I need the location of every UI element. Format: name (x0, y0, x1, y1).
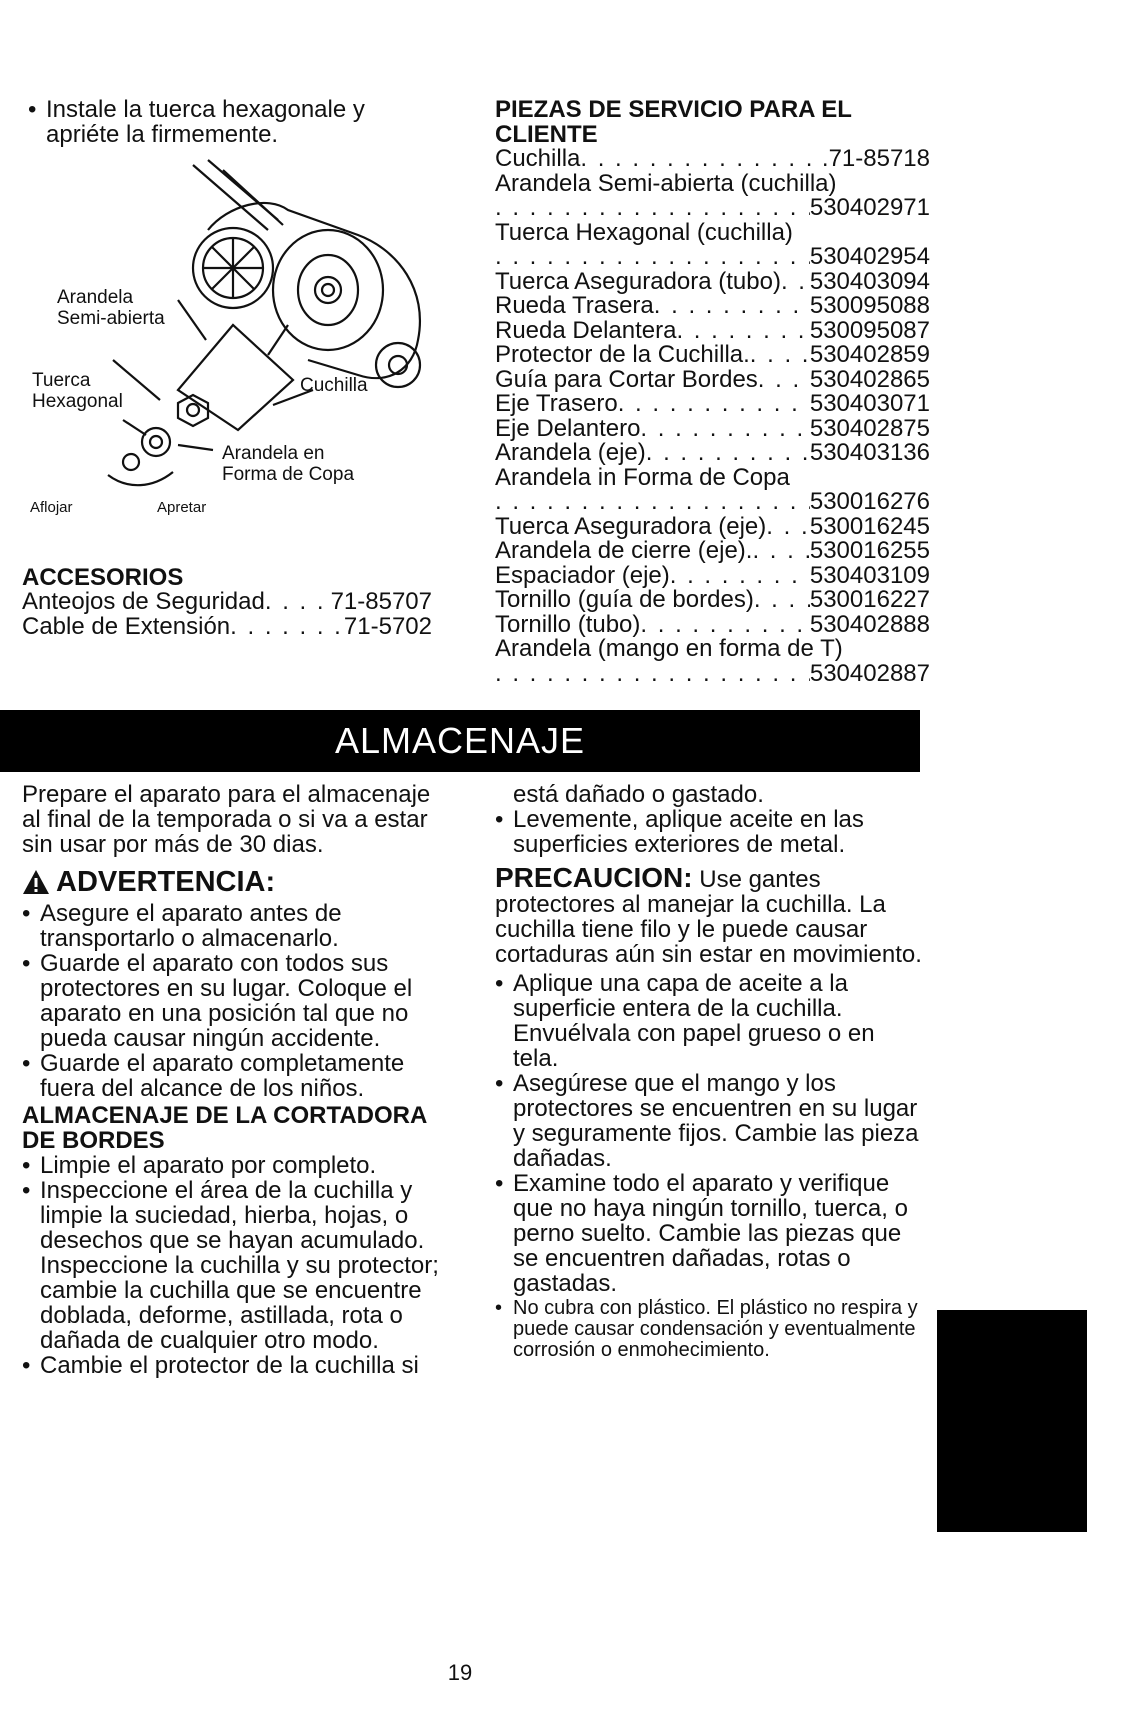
install-bullet: • Instale la tuerca hexagonale y apriéte la firmemente. (28, 97, 428, 147)
edger-storage-heading: ALMACENAJE DE LA CORTADORA DE BORDES (22, 1102, 427, 1154)
storage-bullet: • Asegúrese que el mango y los protectores se encuentren en su lugar y seguramente fijos. Cambie las pieza dañadas. (495, 1071, 925, 1171)
storage-bullet: • Levemente, aplique aceite en las superficies exteriores de metal. (495, 807, 925, 857)
warning-bullet: • Guarde el aparato completamente fuera del alcance de los niños. (22, 1051, 452, 1101)
accessories-heading: ACCESORIOS (22, 564, 184, 591)
storage-bullet: • No cubra con plástico. El plástico no respira y puede causar condensación y eventualmente corrosión o enmohecimiento. (495, 1298, 925, 1361)
storage-bullet: • Aplique una capa de aceite a la superficie entera de la cuchilla. Envuélvala con papel grueso o en tela. (495, 971, 925, 1071)
storage-bullet: • Cambie el protector de la cuchilla si (22, 1353, 452, 1378)
page-number: 19 (447, 1660, 473, 1685)
storage-banner (0, 710, 920, 772)
label-tuerca-hex: Tuerca Hexagonal (32, 370, 123, 412)
service-part-row: Espaciador (eje) . . . 530403109 (495, 564, 930, 589)
service-part-name: Arandela (mango en forma de T) (495, 635, 843, 662)
service-part-row: Tornillo (tubo) . . . 530402888 (495, 613, 930, 638)
caution-text: Use gantes protectores al manejar la cuchilla. La cuchilla tiene filo y le puede causar cortaduras aún sin estar en movimiento. (495, 866, 922, 968)
warning-bullet: • Guarde el aparato con todos sus protectores en su lugar. Coloque el aparato en una posición tal que no pueda causar ningún accidente. (22, 951, 452, 1051)
service-part-row: Rueda Delantera . . . 530095087 (495, 319, 930, 344)
service-part-row: Protector de la Cuchilla. . . . 530402859 (495, 343, 930, 368)
storage-intro: Prepare el aparato para el almacenaje al final de la temporada o si va a estar sin usar por más de 30 dias. (22, 781, 431, 858)
storage-bullet: • Inspeccione el área de la cuchilla y limpie la suciedad, hierba, hojas, o desechos que se hayan acumulado. Inspeccione la cuchilla y su protector; cambie la cuchilla que se encuentre doblada, deforme, astillada, rota o dañada de cualquier otro modo. (22, 1178, 452, 1353)
service-part-row: Tuerca Aseguradora (eje) . . . 530016245 (495, 515, 930, 540)
caution-paragraph (495, 862, 925, 968)
edge-tab-marker (937, 1310, 1087, 1532)
label-apretar: Apretar (157, 499, 207, 516)
storage-right-column (495, 782, 925, 1361)
service-part-row: Arandela (eje) . . . 530403136 (495, 441, 930, 466)
storage-bullet: • Examine todo el aparato y verifique que no haya ningún tornillo, tuerca, o perno suelto. Cambie las piezas que se encuentren dañadas, rotas o gastadas. (495, 1171, 925, 1296)
accessory-item: Cable de Extensión . . . 71-5702 (22, 615, 432, 640)
storage-continuation: está dañado o gastado. (513, 781, 764, 808)
label-arandela-copa: Arandela en Forma de Copa (222, 443, 355, 485)
service-part-name: Arandela Semi-abierta (cuchilla) (495, 169, 837, 197)
label-cuchilla: Cuchilla (300, 375, 368, 396)
warning-bullet: • Asegure el aparato antes de transportarlo o almacenarlo. (22, 901, 452, 951)
warning-heading: ADVERTENCIA: (22, 869, 452, 895)
service-part-row: Cuchilla . . . .71-85718 (495, 147, 930, 172)
service-parts-section (495, 97, 930, 686)
service-part-row: Tornillo (guía de bordes) . . . 530016227 (495, 588, 930, 613)
service-part-row: Tuerca Aseguradora (tubo) . . . 530403094 (495, 270, 930, 295)
service-parts-heading-1: PIEZAS DE SERVICIO PARA EL (495, 96, 852, 123)
label-arandela-semi: Arandela Semi-abierta (57, 287, 165, 329)
service-parts-heading-2: CLIENTE (495, 121, 598, 148)
service-part-name: Tuerca Hexagonal (cuchilla) (495, 218, 793, 246)
service-part-name: Arandela in Forma de Copa (495, 463, 790, 491)
service-part-number-row: . . . 530016276 (495, 490, 930, 515)
service-part-number-row: . . . 530402887 (495, 662, 930, 687)
storage-left-column (22, 782, 452, 1378)
service-part-row: Guía para Cortar Bordes . . . 530402865 (495, 368, 930, 393)
service-part-number-row: . . . 530402971 (495, 196, 930, 221)
storage-banner-title: ALMACENAJE (334, 720, 586, 761)
storage-bullet: • Limpie el aparato por completo. (22, 1153, 452, 1178)
accessory-item: Anteojos de Seguridad . . . 71-85707 (22, 590, 432, 615)
service-part-row: Eje Trasero . . . 530403071 (495, 392, 930, 417)
service-part-row: Arandela de cierre (eje). . . . 530016255 (495, 539, 930, 564)
service-part-number-row: . . . 530402954 (495, 245, 930, 270)
install-instruction (28, 97, 428, 147)
warning-triangle-icon (22, 869, 50, 895)
service-parts-list (495, 147, 930, 686)
service-part-row: Eje Delantero . . . 530402875 (495, 417, 930, 442)
label-aflojar: Aflojar (30, 499, 73, 516)
accessories-section (22, 565, 432, 639)
service-part-row: Rueda Trasera . . . 530095088 (495, 294, 930, 319)
caution-label: PRECAUCION: (495, 862, 693, 893)
accessories-list (22, 590, 432, 639)
